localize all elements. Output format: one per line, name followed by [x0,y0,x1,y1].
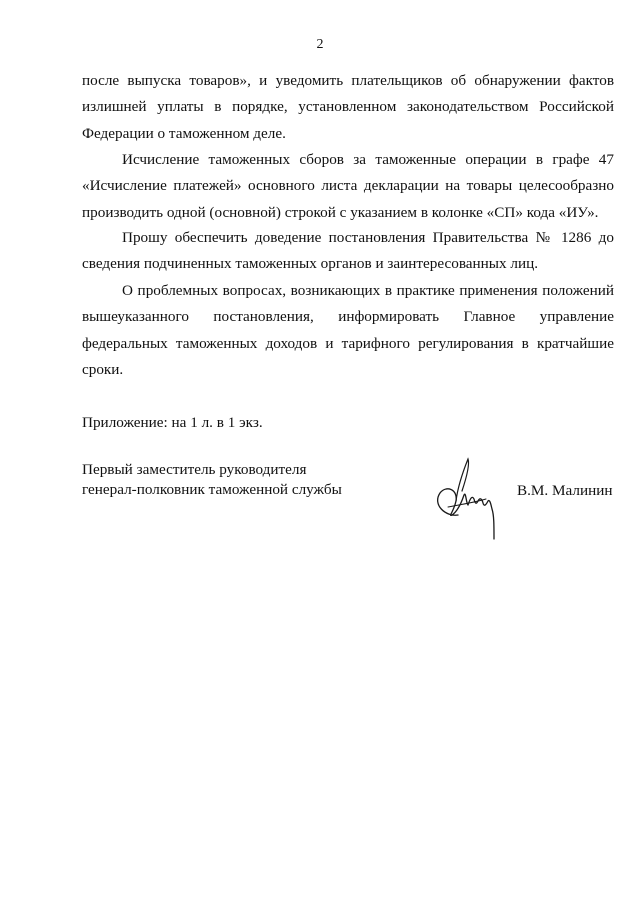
signatory-position-line-1: Первый заместитель руководителя [82,461,307,478]
signatory-name: В.М. Малинин [517,482,613,499]
paragraph-notification-request: Прошу обеспечить доведение постановления Правительства № 1286 до сведения подчиненных таможенных органов и заинтересованных лиц. [82,229,614,273]
paragraph-problem-issues: О проблемных вопросах, возникающих в практике применения положений вышеуказанного постановления, информировать Главное управление федеральных таможенных доходов и тарифного регулирования в кратчайшие сроки. [82,282,614,378]
paragraph-continuation: после выпуска товаров», и уведомить плательщиков об обнаружении фактов излишней уплаты в порядке, установленном законодательством Российской Федерации о таможенном деле. [82,72,614,142]
paragraph-fee-calculation: Исчисление таможенных сборов за таможенные операции в графе 47 «Исчисление платежей» основного листа декларации на товары целесообразно производить одной (основной) строкой с указанием в колонке «СП» кода «ИУ». [82,151,614,221]
signatory-position [82,460,342,500]
handwritten-signature [428,455,508,545]
signatory-position-line-2: генерал-полковник таможенной службы [82,481,342,498]
attachment-note: Приложение: на 1 л. в 1 экз. [82,414,263,431]
page-number: 2 [316,37,324,52]
